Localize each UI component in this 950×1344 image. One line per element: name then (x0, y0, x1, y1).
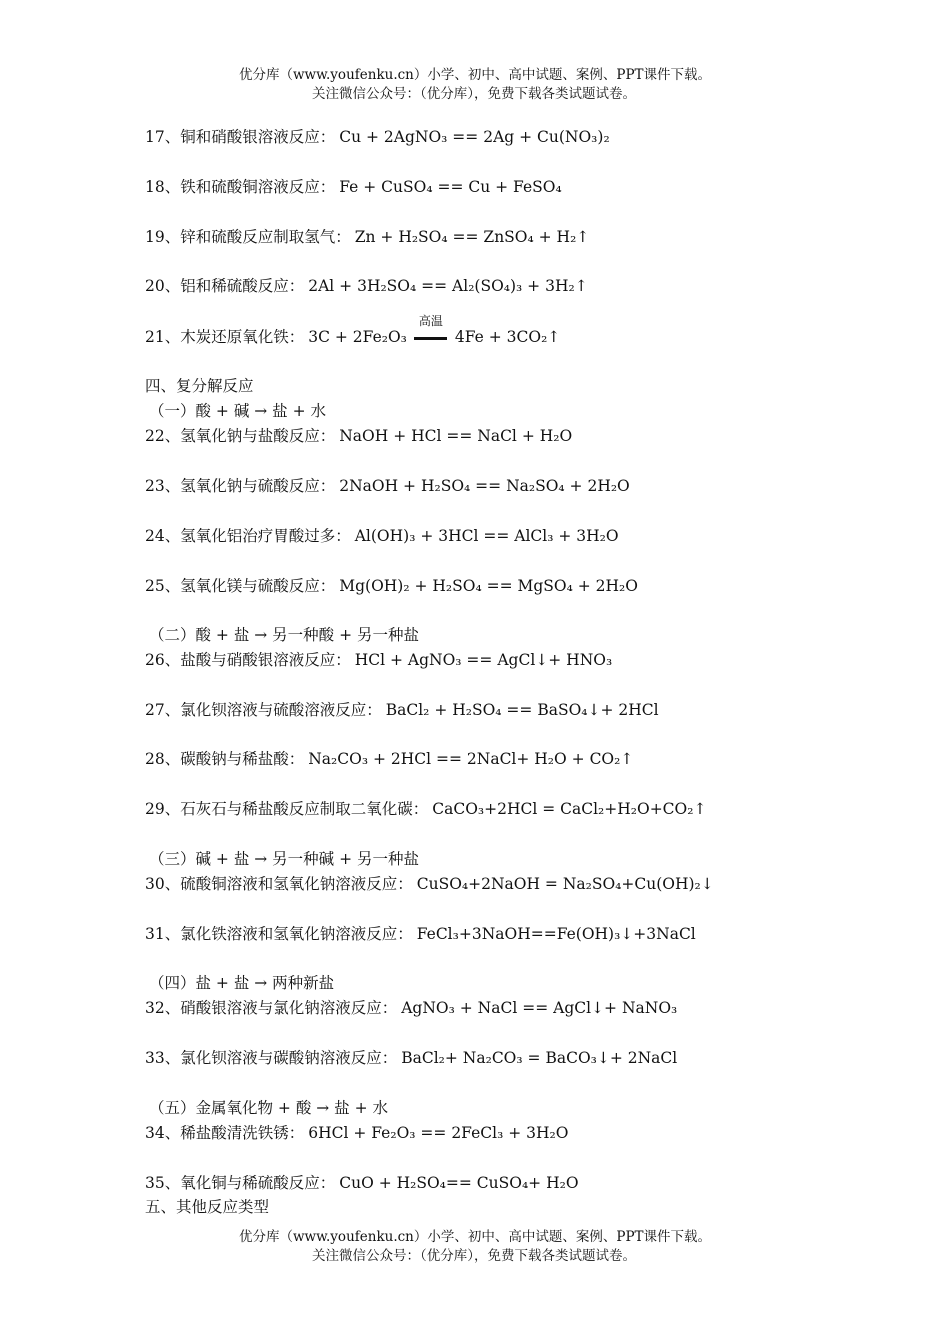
section-heading: 四、复分解反应 (145, 377, 254, 395)
subsection-heading: （四）盐 + 盐 → 两种新盐 (149, 974, 335, 992)
reaction-equation: HCl + AgNO₃ == AgCl↓+ HNO₃ (354, 651, 613, 669)
reaction-21 (145, 314, 561, 348)
reaction-label: 18、铁和硫酸铜溶液反应： (145, 178, 336, 196)
reaction-equation: 2NaOH + H₂SO₄ == Na₂SO₄ + 2H₂O (339, 477, 630, 495)
reaction-25 (145, 576, 638, 596)
footer-line-2: 关注微信公众号：（优分库），免费下载各类试题试卷。 (312, 1248, 636, 1264)
reaction-24 (145, 526, 619, 546)
reaction-label: 24、氢氧化铝治疗胃酸过多： (145, 527, 351, 545)
reaction-label: 35、氧化铜与稀硫酸反应： (145, 1174, 336, 1192)
reaction-17 (145, 127, 610, 147)
reaction-equation: CaCO₃+2HCl = CaCl₂+H₂O+CO₂↑ (432, 800, 707, 818)
reaction-label: 17、铜和硝酸银溶液反应： (145, 128, 336, 146)
footer-line-1: 优分库（www.youfenku.cn）小学、初中、高中试题、案例、PPT课件下载。 (238, 1229, 712, 1245)
reaction-30 (145, 874, 714, 894)
condition-bar (414, 337, 447, 340)
reaction-condition (413, 314, 449, 348)
reaction-18 (145, 177, 562, 197)
reaction-label: 20、铝和稀硫酸反应： (145, 277, 305, 295)
reaction-equation: Fe + CuSO₄ == Cu + FeSO₄ (339, 178, 562, 196)
reaction-label: 26、盐酸与硝酸银溶液反应： (145, 651, 351, 669)
subsection-heading: （三）碱 + 盐 → 另一种碱 + 另一种盐 (149, 850, 420, 868)
reaction-equation: Zn + H₂SO₄ == ZnSO₄ + H₂↑ (354, 228, 590, 246)
page-footer (0, 1228, 950, 1266)
condition-label: 高温 (418, 314, 443, 328)
reaction-26 (145, 650, 612, 670)
reaction-equation: Cu + 2AgNO₃ == 2Ag + Cu(NO₃)₂ (339, 128, 610, 146)
reaction-equation: BaCl₂ + H₂SO₄ == BaSO₄↓+ 2HCl (385, 701, 659, 719)
reaction-label: 30、硫酸铜溶液和氢氧化钠溶液反应： (145, 875, 413, 893)
reaction-equation: Mg(OH)₂ + H₂SO₄ == MgSO₄ + 2H₂O (339, 577, 638, 595)
reaction-equation: 2Al + 3H₂SO₄ == Al₂(SO₄)₃ + 3H₂↑ (308, 277, 588, 295)
reaction-equation: 6HCl + Fe₂O₃ == 2FeCl₃ + 3H₂O (308, 1124, 569, 1142)
reaction-label: 23、氢氧化钠与硫酸反应： (145, 477, 336, 495)
reaction-29 (145, 799, 706, 819)
reaction-label: 22、氢氧化钠与盐酸反应： (145, 427, 336, 445)
reaction-equation-right: 4Fe + 3CO₂↑ (454, 328, 561, 346)
reaction-label: 27、氯化钡溶液与硫酸溶液反应： (145, 701, 382, 719)
page-header (0, 66, 950, 104)
reaction-equation: CuO + H₂SO₄== CuSO₄+ H₂O (339, 1174, 579, 1192)
reaction-19 (145, 227, 589, 247)
reaction-31 (145, 924, 696, 944)
reaction-32 (145, 998, 677, 1018)
reaction-equation: BaCl₂+ Na₂CO₃ = BaCO₃↓+ 2NaCl (401, 1049, 678, 1067)
reaction-label: 28、碳酸钠与稀盐酸： (145, 750, 305, 768)
reaction-label: 32、硝酸银溶液与氯化钠溶液反应： (145, 999, 398, 1017)
reaction-label: 33、氯化钡溶液与碳酸钠溶液反应： (145, 1049, 398, 1067)
reaction-label: 21、木炭还原氧化铁： (145, 328, 305, 346)
reaction-35 (145, 1173, 579, 1193)
reaction-equation: FeCl₃+3NaOH==Fe(OH)₃↓+3NaCl (416, 925, 696, 943)
section-heading: 五、其他反应类型 (145, 1198, 270, 1216)
subsection-heading: （二）酸 + 盐 → 另一种酸 + 另一种盐 (149, 626, 420, 644)
reaction-equation: Na₂CO₃ + 2HCl == 2NaCl+ H₂O + CO₂↑ (308, 750, 634, 768)
reaction-label: 25、氢氧化镁与硫酸反应： (145, 577, 336, 595)
reaction-23 (145, 476, 630, 496)
header-line-1: 优分库（www.youfenku.cn）小学、初中、高中试题、案例、PPT课件下载。 (238, 67, 712, 83)
reaction-equation: CuSO₄+2NaOH = Na₂SO₄+Cu(OH)₂↓ (416, 875, 714, 893)
reaction-20 (145, 276, 588, 296)
header-line-2: 关注微信公众号：（优分库），免费下载各类试题试卷。 (312, 86, 636, 102)
reaction-label: 34、稀盐酸清洗铁锈： (145, 1124, 305, 1142)
reaction-label: 29、石灰石与稀盐酸反应制取二氧化碳： (145, 800, 429, 818)
reaction-28 (145, 749, 633, 769)
subsection-heading: （一）酸 + 碱 → 盐 + 水 (149, 402, 327, 420)
reaction-equation: AgNO₃ + NaCl == AgCl↓+ NaNO₃ (401, 999, 678, 1017)
reaction-34 (145, 1123, 568, 1143)
reaction-equation-left: 3C + 2Fe₂O₃ (308, 328, 407, 346)
subsection-heading: （五）金属氧化物 + 酸 → 盐 + 水 (149, 1099, 389, 1117)
reaction-label: 19、锌和硫酸反应制取氢气： (145, 228, 351, 246)
reaction-33 (145, 1048, 677, 1068)
reaction-27 (145, 700, 659, 720)
reaction-equation: Al(OH)₃ + 3HCl == AlCl₃ + 3H₂O (354, 527, 619, 545)
reaction-equation: NaOH + HCl == NaCl + H₂O (339, 427, 573, 445)
reaction-22 (145, 426, 572, 446)
reaction-label: 31、氯化铁溶液和氢氧化钠溶液反应： (145, 925, 413, 943)
